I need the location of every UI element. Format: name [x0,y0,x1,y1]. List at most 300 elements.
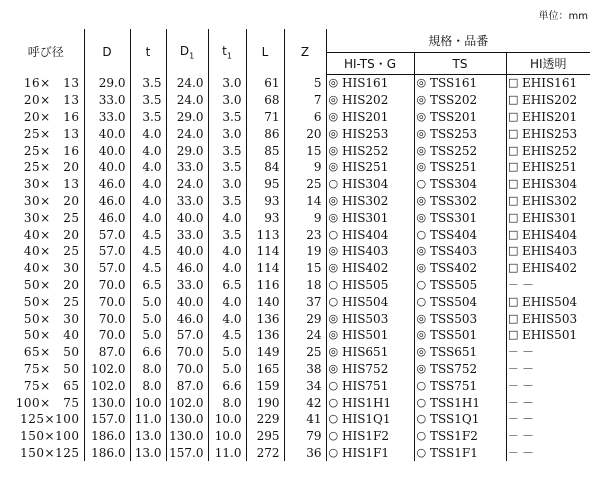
cell-hm: ◎ [326,125,340,142]
cell-tc: TSS751 [430,378,478,393]
cell-t1: 4.5 [208,327,246,344]
cell-hm: ◎ [326,75,340,92]
cell-tm: ○ [414,293,428,310]
cell-em: － [506,445,520,462]
cell-d: 186.0 [84,428,130,445]
cell-hm: ○ [326,293,340,310]
cell-tm: ◎ [414,260,428,277]
cell-size: 65× 50 [23,345,80,360]
cell-ec: EHIS501 [522,328,578,343]
cell-t: 4.5 [130,226,166,243]
cell-hc: HIS251 [342,160,389,175]
cell-hc: HIS1Q1 [342,412,391,427]
cell-d1: 57.0 [166,327,208,344]
table-body [8,75,590,462]
cell-hm: ○ [326,277,340,294]
cell-z: 9 [284,209,326,226]
header-row-top [8,29,590,53]
cell-t1: 10.0 [208,428,246,445]
cell-d: 46.0 [84,209,130,226]
cell-hm: ◎ [326,310,340,327]
cell-d1: 24.0 [166,92,208,109]
table-row [8,361,590,378]
cell-z: 20 [284,125,326,142]
cell-d1: 70.0 [166,344,208,361]
cell-t: 10.0 [130,394,166,411]
cell-d1: 33.0 [166,226,208,243]
cell-tc: TSS504 [430,294,478,309]
cell-tc: TSS1F1 [430,445,478,460]
cell-tm: ○ [414,377,428,394]
cell-tm: ◎ [414,209,428,226]
cell-ec: － [522,361,535,376]
cell-d: 70.0 [84,277,130,294]
cell-d1: 157.0 [166,445,208,462]
cell-hc: HIS161 [342,76,389,91]
table-row [8,176,590,193]
cell-t: 4.0 [130,142,166,159]
cell-ec: EHIS503 [522,311,578,326]
cell-hm: ○ [326,176,340,193]
cell-tm: ○ [414,445,428,462]
cell-t: 5.0 [130,327,166,344]
cell-hm: ◎ [326,327,340,344]
header-t1-sub: 1 [226,50,232,60]
cell-tm: ◎ [414,159,428,176]
cell-size: 75× 65 [23,378,80,393]
cell-l: 165 [246,361,284,378]
cell-z: 6 [284,109,326,126]
cell-size: 40× 20 [23,227,80,242]
cell-tm: ○ [414,277,428,294]
cell-hc: HIS1H1 [342,395,392,410]
cell-hm: ○ [326,411,340,428]
cell-tm: ◎ [414,310,428,327]
cell-t: 13.0 [130,428,166,445]
table-row [8,92,590,109]
cell-l: 93 [246,209,284,226]
cell-hc: HIS253 [342,126,389,141]
cell-z: 29 [284,310,326,327]
cell-em: － [506,377,520,394]
cell-hc: HIS752 [342,361,389,376]
cell-ec: － [522,345,535,360]
cell-ec: EHIS252 [522,143,578,158]
cell-t: 4.0 [130,176,166,193]
cell-d1: 24.0 [166,75,208,92]
cell-l: 159 [246,377,284,394]
cell-hc: HIS301 [342,210,389,225]
cell-ec: EHIS251 [522,160,578,175]
cell-l: 86 [246,125,284,142]
cell-d: 102.0 [84,361,130,378]
cell-d1: 33.0 [166,193,208,210]
cell-d: 57.0 [84,260,130,277]
cell-z: 15 [284,260,326,277]
header-ts: TS [414,53,506,75]
cell-hc: HIS504 [342,294,389,309]
cell-d: 33.0 [84,92,130,109]
cell-t1: 4.0 [208,209,246,226]
cell-z: 36 [284,445,326,462]
cell-ec: － [522,277,535,292]
cell-ec: － [522,412,535,427]
cell-l: 85 [246,142,284,159]
cell-size: 30× 20 [23,193,80,208]
cell-hm: ◎ [326,344,340,361]
cell-hc: HIS1F2 [342,429,390,444]
cell-t1: 3.0 [208,92,246,109]
cell-em: － [506,411,520,428]
cell-z: 14 [284,193,326,210]
cell-d1: 40.0 [166,209,208,226]
cell-l: 136 [246,327,284,344]
cell-t1: 3.5 [208,159,246,176]
cell-tc: TSS403 [430,244,478,259]
cell-size: 100× 75 [15,395,80,410]
cell-em: □ [506,142,520,159]
cell-d1: 87.0 [166,377,208,394]
cell-tm: ◎ [414,327,428,344]
cell-d: 70.0 [84,310,130,327]
cell-hc: HIS751 [342,378,389,393]
cell-d: 130.0 [84,394,130,411]
cell-t: 4.5 [130,243,166,260]
cell-t: 3.5 [130,75,166,92]
cell-size: 125×100 [20,412,80,427]
cell-l: 95 [246,176,284,193]
cell-l: 116 [246,277,284,294]
cell-d1: 46.0 [166,310,208,327]
cell-tm: ◎ [414,75,428,92]
cell-em: □ [506,176,520,193]
cell-hm: ○ [326,394,340,411]
cell-tm: ◎ [414,243,428,260]
cell-ec: EHIS161 [522,76,578,91]
cell-d: 157.0 [84,411,130,428]
header-product-group: 規格・品番 [326,29,590,53]
table-row [8,75,590,92]
cell-em: □ [506,75,520,92]
cell-size: 20× 16 [23,109,80,124]
cell-t1: 11.0 [208,445,246,462]
cell-em: － [506,277,520,294]
cell-em: □ [506,209,520,226]
cell-d1: 40.0 [166,243,208,260]
cell-l: 136 [246,310,284,327]
cell-tc: TSS251 [430,160,478,175]
cell-d1: 24.0 [166,176,208,193]
cell-ec: EHIS402 [522,261,578,276]
cell-hc: HIS304 [342,177,389,192]
cell-d: 186.0 [84,445,130,462]
header-d: D [84,29,130,75]
cell-t1: 5.0 [208,344,246,361]
cell-tc: TSS1Q1 [430,412,480,427]
cell-ec: － [522,395,535,410]
cell-hc: HIS202 [342,93,389,108]
cell-hm: ◎ [326,109,340,126]
cell-t: 13.0 [130,445,166,462]
cell-ec: EHIS253 [522,126,578,141]
cell-l: 71 [246,109,284,126]
cell-ec: EHIS304 [522,177,578,192]
header-z: Z [284,29,326,75]
cell-tm: ○ [414,428,428,445]
cell-d: 46.0 [84,193,130,210]
cell-d1: 33.0 [166,159,208,176]
cell-em: □ [506,125,520,142]
cell-t: 3.5 [130,92,166,109]
table-row [8,394,590,411]
cell-em: □ [506,92,520,109]
cell-tc: TSS161 [430,76,478,91]
cell-t1: 5.0 [208,361,246,378]
cell-t1: 10.0 [208,411,246,428]
cell-l: 114 [246,243,284,260]
cell-em: □ [506,109,520,126]
cell-z: 7 [284,92,326,109]
cell-hm: ○ [326,428,340,445]
cell-z: 79 [284,428,326,445]
header-d1-sub: 1 [189,50,195,60]
cell-t: 4.0 [130,125,166,142]
cell-t: 4.0 [130,193,166,210]
cell-z: 25 [284,344,326,361]
cell-l: 272 [246,445,284,462]
cell-em: □ [506,260,520,277]
table-row [8,209,590,226]
cell-t: 5.0 [130,310,166,327]
cell-l: 61 [246,75,284,92]
cell-em: － [506,394,520,411]
cell-size: 40× 30 [23,261,80,276]
cell-d1: 102.0 [166,394,208,411]
cell-d1: 130.0 [166,411,208,428]
cell-d1: 130.0 [166,428,208,445]
cell-size: 20× 13 [23,93,80,108]
table-row [8,193,590,210]
cell-d: 57.0 [84,243,130,260]
cell-l: 140 [246,293,284,310]
table-row [8,226,590,243]
cell-tc: TSS1F2 [430,429,478,444]
cell-d: 87.0 [84,344,130,361]
cell-hc: HIS201 [342,109,389,124]
cell-z: 37 [284,293,326,310]
cell-tc: TSS404 [430,227,478,242]
unit-label: 単位：mm [538,11,588,22]
cell-hm: ◎ [326,92,340,109]
cell-l: 149 [246,344,284,361]
table-row [8,428,590,445]
cell-tm: ◎ [414,361,428,378]
cell-tm: ◎ [414,344,428,361]
header-d1-main: D [179,43,190,58]
cell-tm: ◎ [414,109,428,126]
cell-t1: 3.5 [208,226,246,243]
cell-size: 25× 16 [23,143,80,158]
cell-t: 6.6 [130,344,166,361]
cell-em: － [506,428,520,445]
cell-size: 50× 20 [23,277,80,292]
cell-size: 50× 30 [23,311,80,326]
cell-size: 25× 20 [23,160,80,175]
cell-size: 50× 25 [23,294,80,309]
cell-hm: ◎ [326,159,340,176]
cell-em: □ [506,159,520,176]
cell-t1: 3.0 [208,176,246,193]
cell-em: □ [506,310,520,327]
cell-t: 4.5 [130,260,166,277]
cell-tc: TSS301 [430,210,478,225]
cell-z: 5 [284,75,326,92]
cell-d1: 70.0 [166,361,208,378]
cell-l: 295 [246,428,284,445]
cell-t1: 6.6 [208,377,246,394]
cell-hc: HIS302 [342,193,389,208]
cell-t: 8.0 [130,377,166,394]
cell-size: 50× 40 [23,328,80,343]
cell-l: 84 [246,159,284,176]
cell-hm: ◎ [326,142,340,159]
cell-tc: TSS503 [430,311,478,326]
cell-tc: TSS253 [430,126,478,141]
cell-t1: 4.0 [208,243,246,260]
cell-tc: TSS302 [430,193,478,208]
cell-l: 114 [246,260,284,277]
cell-z: 19 [284,243,326,260]
cell-l: 229 [246,411,284,428]
cell-ec: EHIS302 [522,193,578,208]
cell-ec: EHIS201 [522,109,578,124]
cell-tc: TSS505 [430,277,478,292]
header-size: 呼び径 [27,45,64,60]
cell-size: 40× 25 [23,244,80,259]
cell-t1: 8.0 [208,394,246,411]
cell-t1: 3.5 [208,193,246,210]
cell-tc: TSS202 [430,93,478,108]
cell-hc: HIS505 [342,277,389,292]
cell-ec: EHIS403 [522,244,578,259]
cell-z: 24 [284,327,326,344]
cell-tc: TSS402 [430,261,478,276]
table-row [8,277,590,294]
cell-size: 150×125 [20,445,80,460]
cell-d: 70.0 [84,327,130,344]
cell-l: 190 [246,394,284,411]
cell-t1: 3.5 [208,109,246,126]
cell-size: 25× 13 [23,126,80,141]
header-his: HI-TS・G [326,53,414,75]
cell-z: 23 [284,226,326,243]
cell-tc: TSS252 [430,143,478,158]
cell-hm: ◎ [326,209,340,226]
table-row [8,260,590,277]
cell-z: 15 [284,142,326,159]
table-row [8,243,590,260]
header-hi-clear: HI透明 [506,53,590,75]
cell-em: □ [506,327,520,344]
cell-em: □ [506,193,520,210]
table-row [8,327,590,344]
cell-tc: TSS651 [430,345,478,360]
cell-z: 18 [284,277,326,294]
cell-d1: 46.0 [166,260,208,277]
cell-ec: － [522,445,535,460]
cell-hc: HIS503 [342,311,389,326]
cell-t1: 4.0 [208,310,246,327]
table-row [8,142,590,159]
header-l: L [246,29,284,75]
cell-em: － [506,361,520,378]
cell-hc: HIS1F1 [342,445,390,460]
cell-ec: EHIS301 [522,210,578,225]
cell-hc: HIS403 [342,244,389,259]
cell-tm: ◎ [414,142,428,159]
cell-hc: HIS404 [342,227,389,242]
cell-em: □ [506,226,520,243]
cell-tc: TSS201 [430,109,478,124]
cell-hc: HIS501 [342,328,389,343]
cell-l: 113 [246,226,284,243]
cell-d1: 24.0 [166,125,208,142]
table-row [8,377,590,394]
cell-tc: TSS501 [430,328,478,343]
table-row [8,344,590,361]
cell-t: 6.5 [130,277,166,294]
cell-hc: HIS651 [342,345,389,360]
cell-d: 46.0 [84,176,130,193]
cell-size: 150×100 [20,429,80,444]
cell-hm: ◎ [326,243,340,260]
cell-hc: HIS402 [342,261,389,276]
header-t1 [208,29,246,75]
cell-t1: 4.0 [208,293,246,310]
header-d1 [166,29,208,75]
cell-d: 40.0 [84,125,130,142]
cell-d: 57.0 [84,226,130,243]
cell-l: 68 [246,92,284,109]
cell-size: 30× 13 [23,177,80,192]
cell-hm: ○ [326,377,340,394]
cell-t1: 3.0 [208,125,246,142]
cell-d1: 29.0 [166,109,208,126]
cell-size: 16× 13 [23,76,80,91]
cell-t: 4.0 [130,159,166,176]
cell-d: 29.0 [84,75,130,92]
cell-z: 9 [284,159,326,176]
table-row [8,109,590,126]
cell-hm: ○ [326,445,340,462]
cell-z: 42 [284,394,326,411]
cell-t: 3.5 [130,109,166,126]
cell-ec: EHIS404 [522,227,578,242]
cell-tm: ◎ [414,92,428,109]
cell-t1: 4.0 [208,260,246,277]
cell-t: 11.0 [130,411,166,428]
cell-d: 33.0 [84,109,130,126]
cell-hm: ◎ [326,260,340,277]
cell-l: 93 [246,193,284,210]
table-row [8,293,590,310]
cell-tm: ○ [414,394,428,411]
cell-tm: ◎ [414,193,428,210]
cell-tc: TSS752 [430,361,478,376]
cell-ec: － [522,378,535,393]
cell-hm: ○ [326,226,340,243]
cell-hm: ◎ [326,193,340,210]
